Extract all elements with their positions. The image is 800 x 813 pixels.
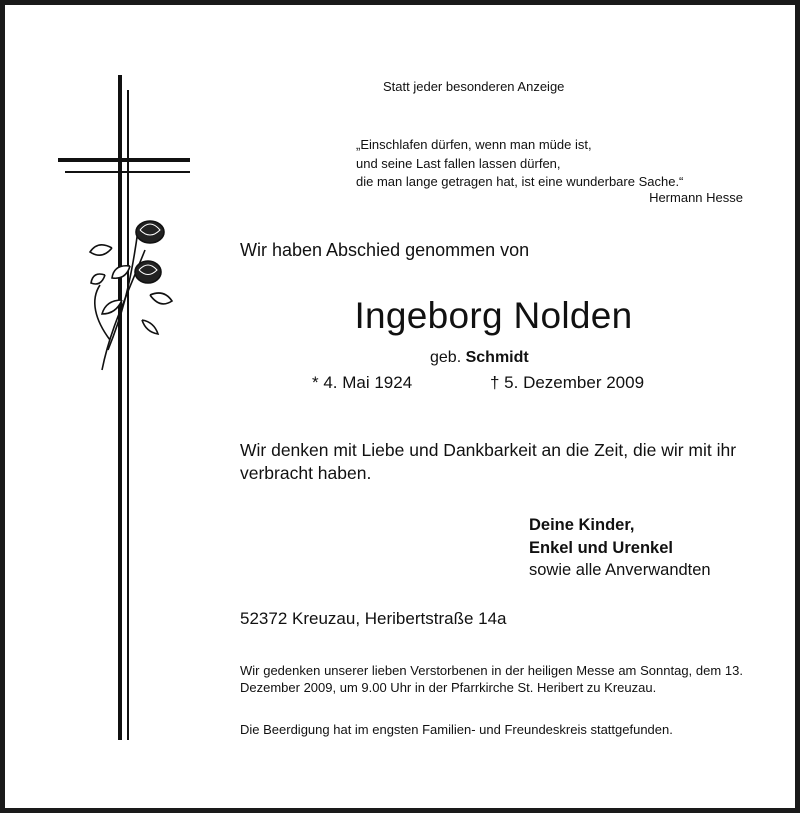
death-date: † 5. Dezember 2009 (490, 373, 645, 392)
address: 52372 Kreuzau, Heribertstraße 14a (240, 609, 507, 628)
mourners-children: Deine Kinder, (529, 516, 635, 534)
mourners-relatives: sowie alle Anverwandten (529, 561, 711, 579)
birth-name (430, 349, 529, 367)
birth-prefix: geb. (430, 349, 462, 366)
mourners (529, 514, 711, 582)
quote-author: Hermann Hesse (649, 190, 743, 205)
maiden-name: Schmidt (465, 349, 529, 366)
quote-line: und seine Last fallen lassen dürfen, (356, 155, 561, 171)
intro-text: Statt jeder besonderen Anzeige (383, 79, 565, 94)
quote-line: die man lange getragen hat, ist eine wunderbare Sache.“ (356, 174, 684, 189)
funeral-notice: Die Beerdigung hat im engsten Familien- und Freundeskreis stattgefunden. (240, 722, 673, 737)
mourners-grandchildren: Enkel und Urenkel (529, 538, 673, 557)
mass-notice: Wir gedenken unserer lieben Verstorbenen in der heiligen Messe am Sonntag, dem 13. Dezember 2009, um 9.00 Uhr in der Pfarrkirche St. Heribert zu Kreuzau. (240, 663, 743, 695)
quote (356, 136, 683, 192)
thanks-text: Wir denken mit Liebe und Dankbarkeit an die Zeit, die wir mit ihr verbracht haben. (240, 440, 737, 483)
quote-line: „Einschlafen dürfen, wenn man müde ist, (356, 137, 592, 152)
deceased-name: Ingeborg Nolden (354, 295, 633, 336)
farewell-text: Wir haben Abschied genommen von (240, 240, 530, 260)
birth-date: * 4. Mai 1924 (312, 373, 413, 392)
cross-icon (50, 70, 200, 750)
